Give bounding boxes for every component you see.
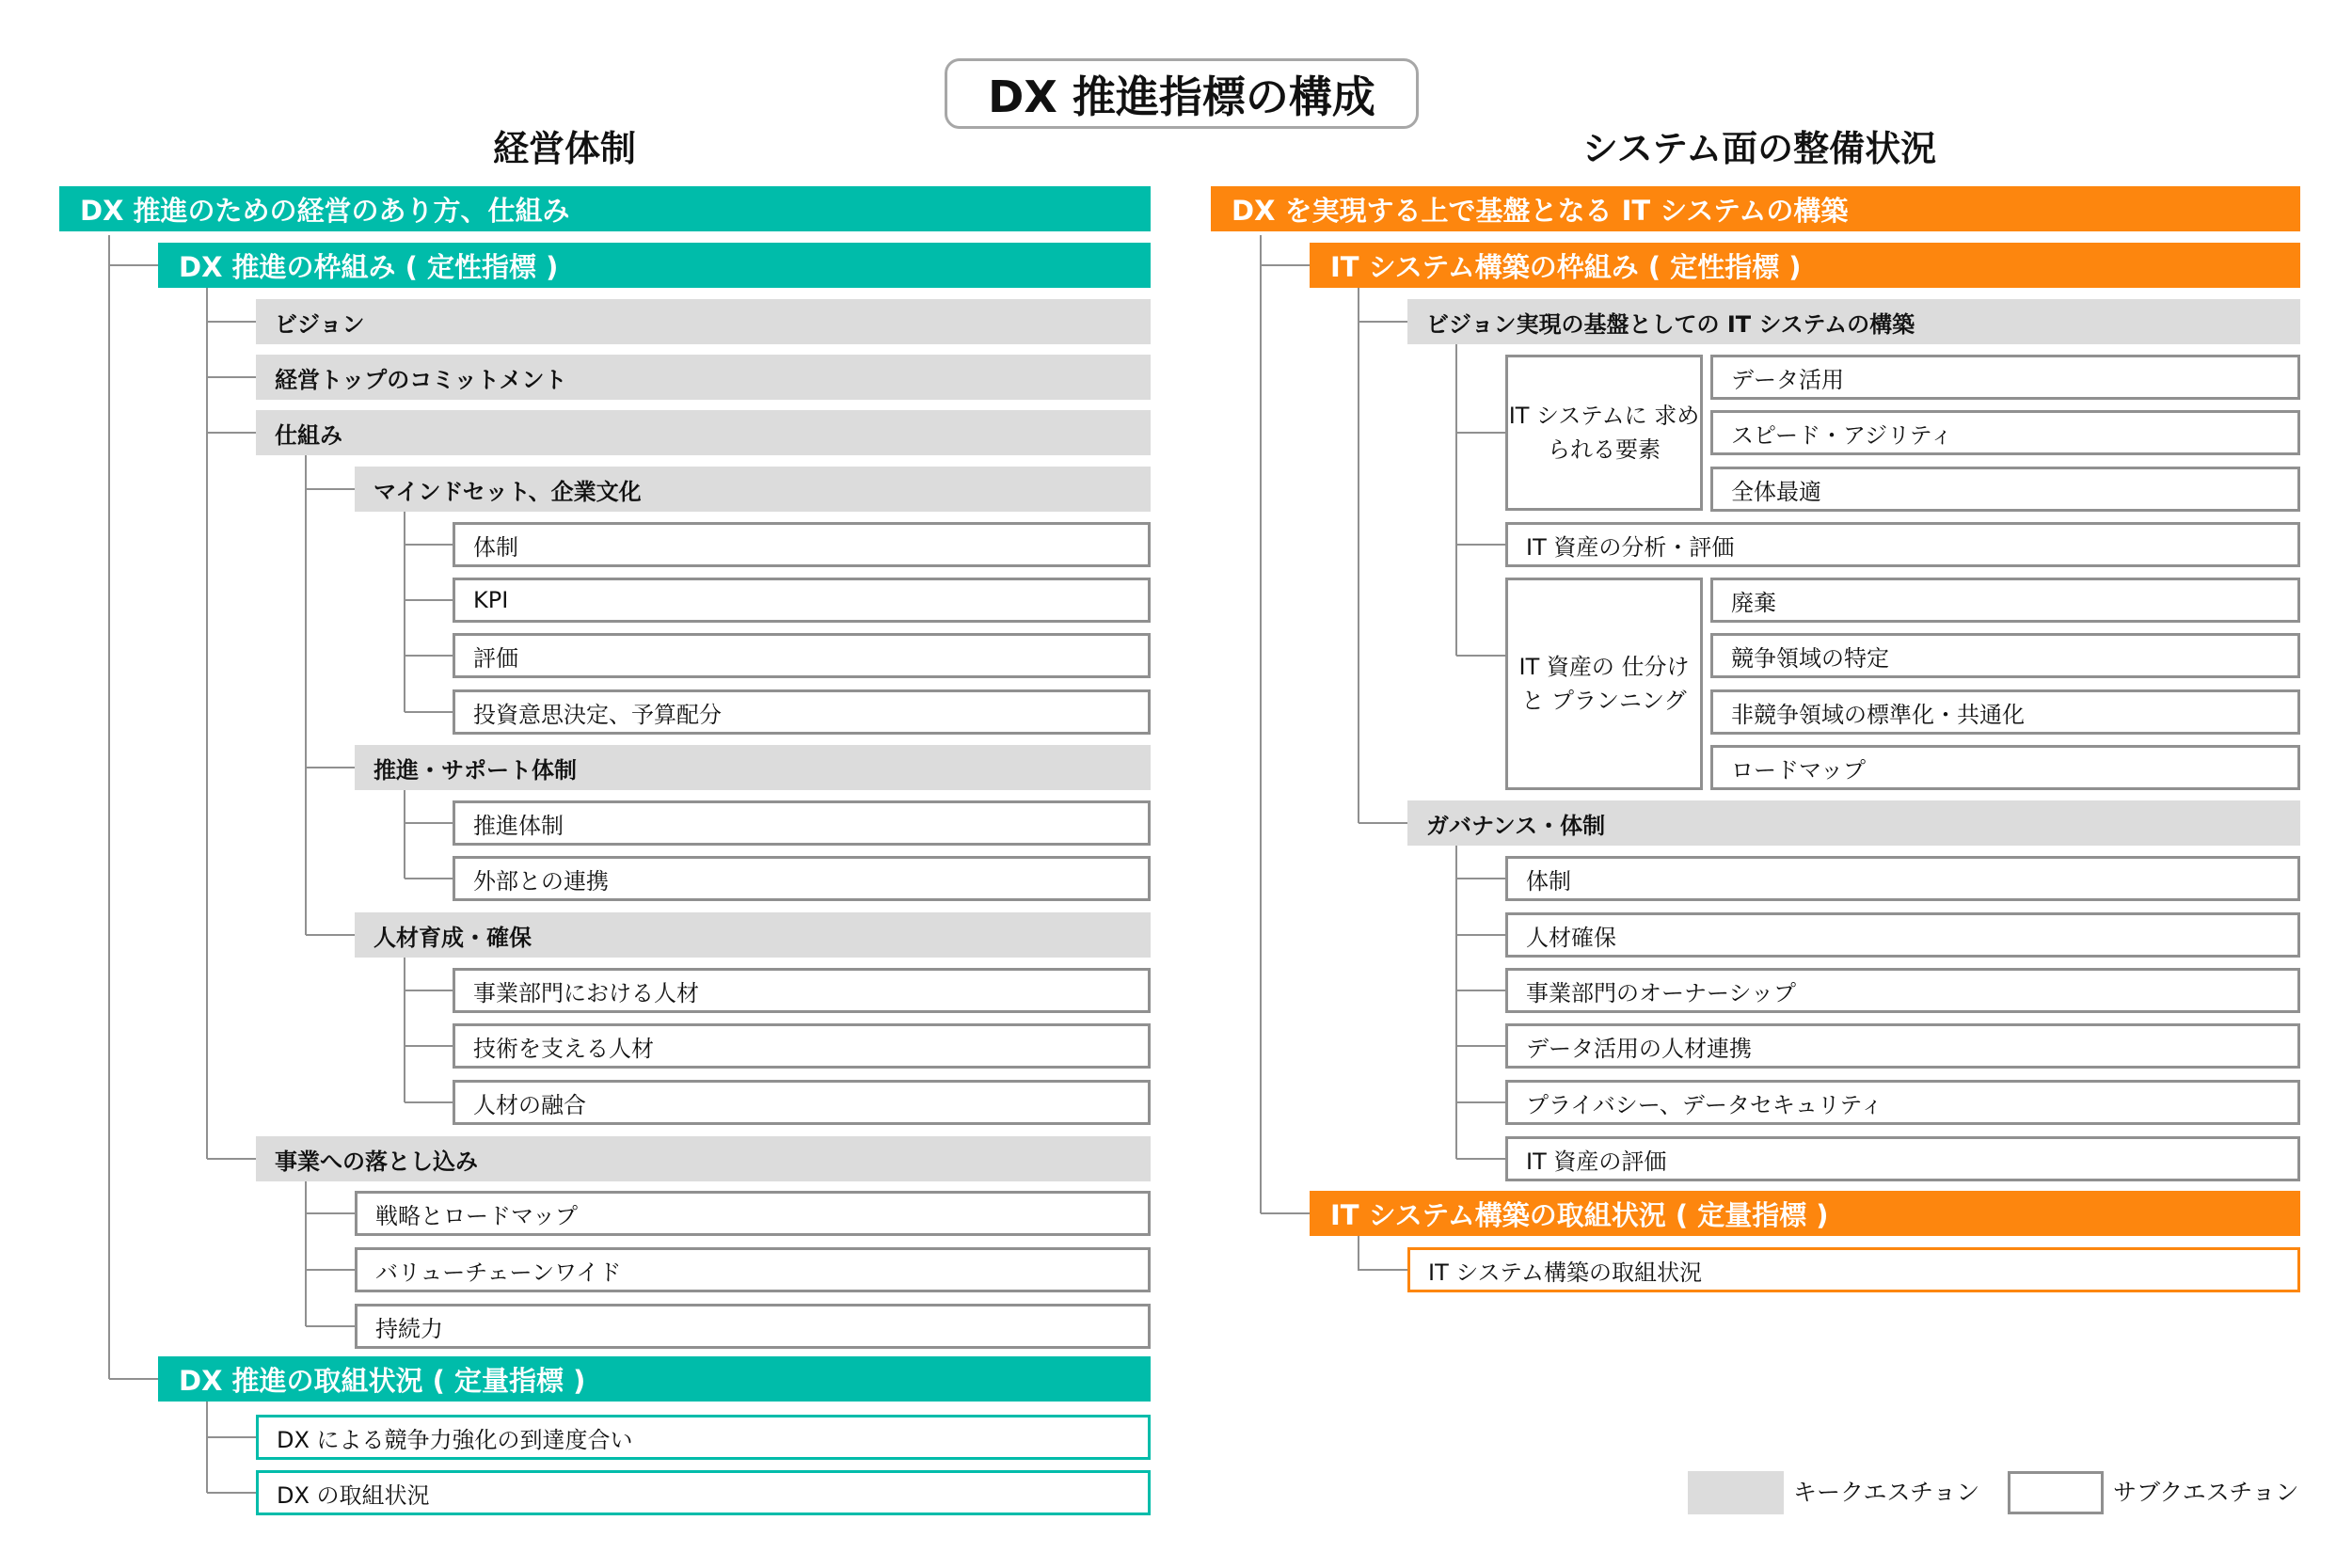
connector-left-root	[109, 235, 158, 1379]
sub-question-kpi: KPI	[453, 578, 1151, 623]
group-box-planning: IT 資産の 仕分けと プランニング	[1505, 578, 1703, 790]
sub-question-evaluation: 評価	[453, 633, 1151, 678]
key-question-support: 推進・サポート体制	[355, 745, 1151, 790]
sub-question-business-talent: 事業部門における人材	[453, 968, 1151, 1013]
left-column-heading: 経営体制	[492, 128, 636, 169]
legend-sub-label: サブクエスチョン	[2113, 1479, 2299, 1506]
left-qualitative-bar: DX 推進の枠組み ( 定性指標 )	[158, 243, 1151, 288]
connector-right-governance	[1456, 846, 1505, 1159]
sub-question-dx-status: DX の取組状況	[256, 1470, 1151, 1515]
connector-left-mindset	[405, 512, 453, 712]
sub-question-data-utilization: データ活用	[1710, 355, 2300, 400]
sub-question-strategy-roadmap: 戦略とロードマップ	[355, 1191, 1151, 1236]
sub-question-investment: 投資意思決定、予算配分	[453, 689, 1151, 735]
sub-question-data-talent-collaboration: データ活用の人材連携	[1505, 1023, 2300, 1069]
sub-question-external-collaboration: 外部との連携	[453, 856, 1151, 901]
connector-left-quantitative	[207, 1402, 256, 1493]
key-question-business: 事業への落とし込み	[256, 1136, 1151, 1181]
right-quantitative-bar: IT システム構築の取組状況 ( 定量指標 )	[1310, 1191, 2300, 1236]
key-question-governance: ガバナンス・体制	[1407, 800, 2300, 846]
right-column-heading: システム面の整備状況	[1581, 128, 1937, 169]
sub-question-privacy-security: プライバシー、データセキュリティ	[1505, 1080, 2300, 1125]
key-question-mechanism: 仕組み	[256, 410, 1151, 455]
key-question-vision-base: ビジョン実現の基盤としての IT システムの構築	[1407, 299, 2300, 344]
connector-right-quantitative	[1359, 1236, 1407, 1270]
connector-left-talent	[405, 958, 453, 1102]
sub-question-business-ownership: 事業部門のオーナーシップ	[1505, 968, 2300, 1013]
sub-question-it-system-status: IT システム構築の取組状況	[1407, 1247, 2300, 1292]
sub-question-talent-fusion: 人材の融合	[453, 1080, 1151, 1125]
key-question-talent: 人材育成・確保	[355, 912, 1151, 958]
right-qualitative-bar: IT システム構築の枠組み ( 定性指標 )	[1310, 243, 2300, 288]
key-question-vision: ビジョン	[256, 299, 1151, 344]
legend-key-label: キークエスチョン	[1793, 1479, 1980, 1506]
key-question-mindset: マインドセット、企業文化	[355, 467, 1151, 512]
sub-question-it-asset-analysis: IT 資産の分析・評価	[1505, 522, 2300, 567]
sub-question-right-structure: 体制	[1505, 856, 2300, 901]
connector-right-root	[1261, 235, 1310, 1213]
sub-question-roadmap: ロードマップ	[1710, 745, 2300, 790]
connector-left-mechanism	[306, 455, 355, 935]
legend-sub-swatch	[2008, 1471, 2104, 1514]
page-title: DX 推進指標の構成	[945, 58, 1419, 129]
sub-question-promotion-structure: 推進体制	[453, 800, 1151, 846]
sub-question-non-competitive-standardization: 非競争領域の標準化・共通化	[1710, 689, 2300, 735]
legend-key-swatch	[1688, 1471, 1784, 1514]
sub-question-sustainability: 持続力	[355, 1304, 1151, 1349]
left-root-bar: DX 推進のための経営のあり方、仕組み	[59, 186, 1151, 231]
sub-question-talent-acquisition: 人材確保	[1505, 912, 2300, 958]
sub-question-value-chain: バリューチェーンワイド	[355, 1247, 1151, 1292]
sub-question-left-structure: 体制	[453, 522, 1151, 567]
connector-right-qualitative	[1359, 288, 1407, 823]
sub-question-it-asset-evaluation: IT 資産の評価	[1505, 1136, 2300, 1181]
sub-question-speed-agility: スピード・アジリティ	[1710, 410, 2300, 455]
sub-question-total-optimization: 全体最適	[1710, 467, 2300, 512]
group-box-requirements: IT システムに 求められる要素	[1505, 355, 1703, 511]
connector-right-vision-base	[1456, 344, 1505, 656]
connector-left-business	[306, 1181, 355, 1326]
sub-question-tech-talent: 技術を支える人材	[453, 1023, 1151, 1069]
sub-question-competitive-domain: 競争領域の特定	[1710, 633, 2300, 678]
sub-question-dx-competitiveness: DX による競争力強化の到達度合い	[256, 1415, 1151, 1460]
key-question-commitment: 経営トップのコミットメント	[256, 355, 1151, 400]
left-quantitative-bar: DX 推進の取組状況 ( 定量指標 )	[158, 1356, 1151, 1402]
right-root-bar: DX を実現する上で基盤となる IT システムの構築	[1211, 186, 2300, 231]
sub-question-disposal: 廃棄	[1710, 578, 2300, 623]
connector-left-support	[405, 790, 453, 879]
connector-left-qualitative	[207, 288, 256, 1159]
